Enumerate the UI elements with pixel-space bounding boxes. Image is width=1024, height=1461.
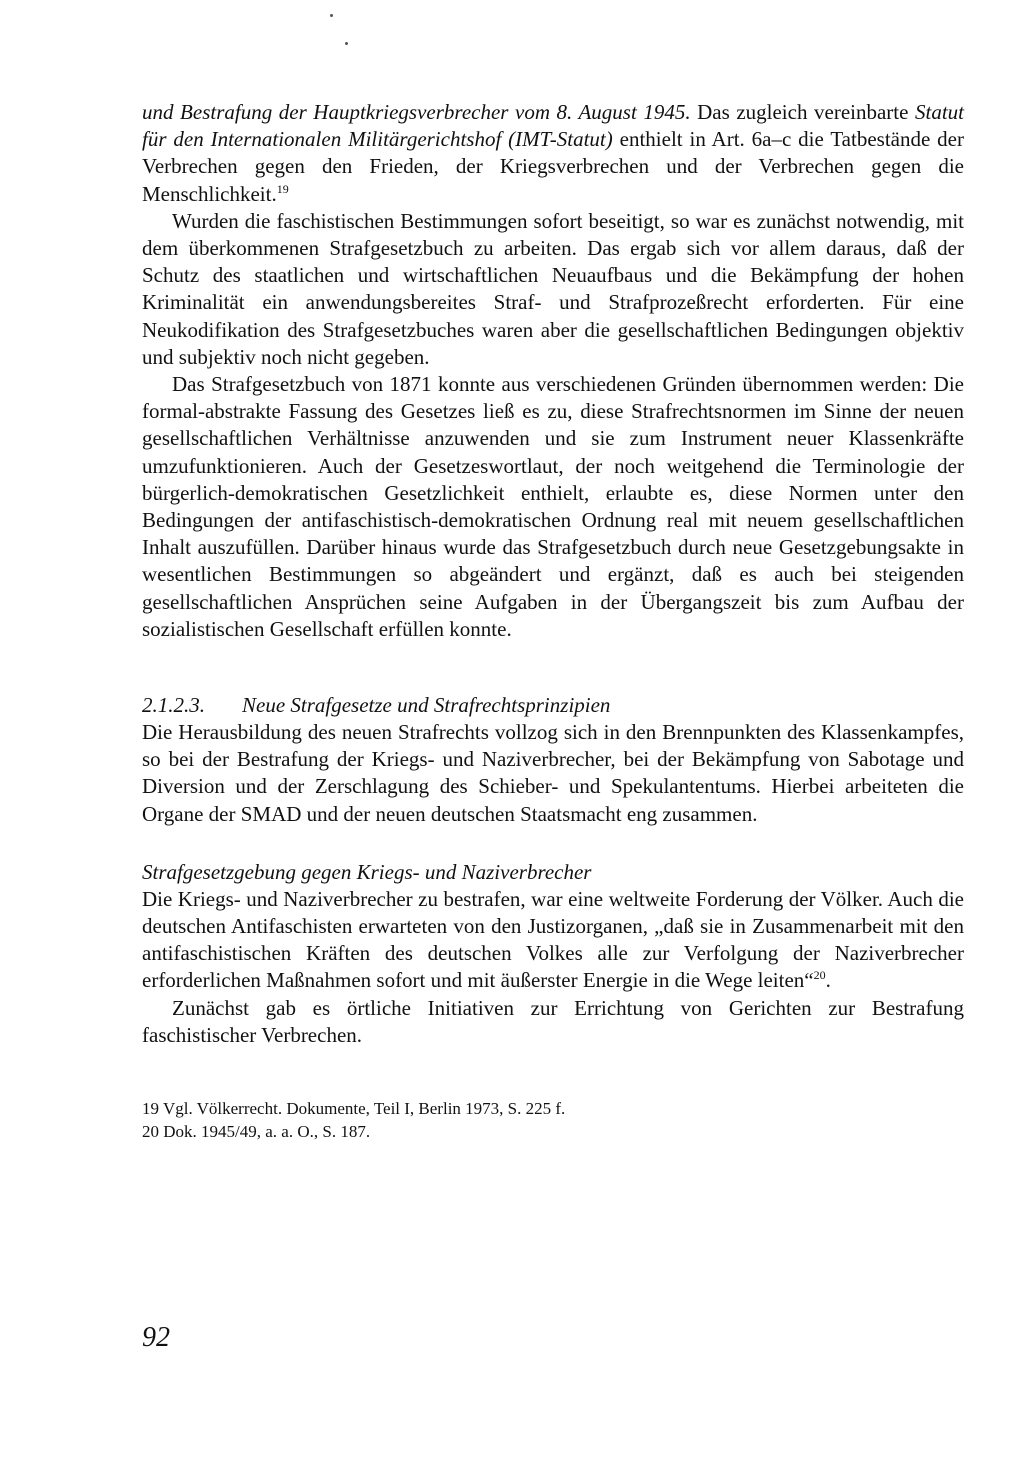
sub-heading: Strafgesetzgebung gegen Kriegs- und Naziverbrecher [142,859,592,884]
scan-speck [330,14,333,17]
footnotes [142,1097,964,1143]
paragraph-5 [142,886,964,995]
body-text [142,99,964,1049]
section-number: 2.1.2.3. [142,693,205,718]
paragraph-2: Wurden die faschistischen Bestimmungen sofort beseitigt, so war es zunächst notwendig, mit dem überkommenen Strafgesetzbuch zu arbeiten. Das ergab sich vor allem daraus, daß der Schutz des staatlichen und wirtschaftlichen Neuaufbaus und die Bekämpfung der hohen Kriminalität ein anwendungsbereites Straf- und Strafprozeßrecht erforderten. Für eine Neukodifikation des Strafgesetzbuches waren aber die gesellschaftlichen Bedingungen objektiv und subjektiv noch nicht gegeben. [142,208,964,369]
section-title: Neue Strafgesetze und Strafrechtsprinzipien [242,693,611,718]
section-heading [142,691,964,719]
paragraph-5-end: . [825,968,831,993]
page-number: 92 [142,1322,170,1353]
paragraph-3: Das Strafgesetzbuch von 1871 konnte aus verschiedenen Gründen übernommen werden: Die formal-abstrakte Fassung des Gesetzes ließ es zu, diese Strafrechtsnormen im Sinne der neuen gesellschaftlichen Verhältnisse anzuwenden und sie zum Instrument neuer Klassenkräfte umzufunktionieren. Auch der Gesetzeswortlaut, der noch weitgehend die Terminologie der bürgerlich-demokratischen Gesetzlichkeit enthielt, erlaubte es, diese Normen unter den Bedingungen der antifaschistisch-demokratischen Ordnung real mit neuem gesellschaftlichen Inhalt auszufüllen. Darüber hinaus wurde das Strafgesetzbuch durch neue Gesetzgebungsakte in wesentlichen Bestimmungen so abgeändert und ergänzt, daß es auch bei steigenden gesellschaftlichen Ansprüchen seine Aufgaben in der Übergangszeit bis zum Aufbau der sozialistischen Gesellschaft erfüllen konnte. [142,372,964,641]
paragraph-1-italic-1: und Bestrafung der Hauptkriegsverbrecher vom 8. August 1945. [142,100,691,124]
paragraph-1-text-1: Das zugleich vereinbarte [690,100,915,124]
footnote-ref-19: 19 [276,181,289,196]
paragraph-1 [142,99,964,208]
paragraph-6: Zunächst gab es örtliche Initiativen zur Errichtung von Gerichten zur Bestrafung faschistischer Verbrechen. [142,995,964,1047]
paragraph-1-text-2: enthielt in Art. 6a–c die Tatbestände der Verbrechen gegen den Frieden, der Kriegsverbrechen und der Verbrechen gegen die Menschlichkeit. [142,127,964,206]
footnote-19: 19 Vgl. Völkerrecht. Dokumente, Teil I, Berlin 1973, S. 225 f. [142,1099,566,1119]
paragraph-4: Die Herausbildung des neuen Strafrechts vollzog sich in den Brennpunkten des Klassenkampfes, so bei der Bestrafung der Kriegs- und Naziverbrecher, bei der Bekämpfung von Sabotage und Diversion und der Zerschlagung des Schieber- und Spekulantentums. Hierbei arbeiteten die Organe der SMAD und der neuen deutschen Staatsmacht eng zusammen. [142,720,964,826]
footnote-ref-20: 20 [813,968,826,983]
paragraph-5-text: Die Kriegs- und Naziverbrecher zu bestrafen, war eine weltweite Forderung der Völker. Auch die deutschen Antifaschisten erwarteten von den Justizorganen, „daß sie in Zusammenarbeit mit den antifaschistischen Kräften des deutschen Volkes alle zur Verfolgung der Naziverbrecher erforderlichen Maßnahmen sofort und mit äußerster Energie in die Wege leiten“ [142,886,964,993]
scan-speck [345,42,348,45]
footnote-20: 20 Dok. 1945/49, a. a. O., S. 187. [142,1122,371,1142]
paragraph-1-italic-2: Statut für den Internationalen Militärgerichtshof (IMT-Statut) [142,100,964,152]
